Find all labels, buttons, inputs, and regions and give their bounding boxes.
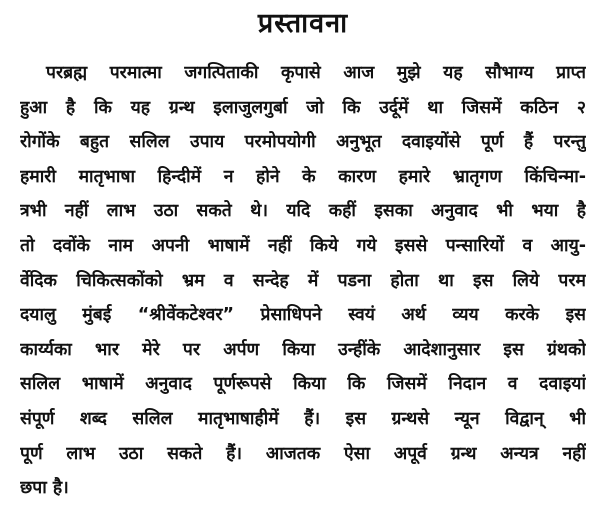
text-line: हमारी मातृभाषा हिन्दीमें न होने के कारण हमारे भ्रातृगण किंचिन्मा- xyxy=(20,166,586,187)
text-line: रोगोंके बहुत सलिल उपाय परमोपयोगी अनुभूत दवाइयोंसे पूर्ण हैं परन्तु xyxy=(20,132,586,153)
text-line: हुआ है कि यह ग्रन्थ इलाजुलगुर्बा जो कि उर्दूमें था जिसमें कठिन २ xyxy=(20,97,586,118)
text-line: तो दवोंके नाम अपनी भाषामें नहीं किये गये इससे पन्सारियों व आयु- xyxy=(20,235,586,256)
text-line: परब्रह्म परमात्मा जगत्पिताकी कृपासे आज मुझे यह सौभाग्य प्राप्त xyxy=(46,63,586,83)
text-line: पूर्ण लाभ उठा सकते हैं। आजतक ऐसा अपूर्व ग्रन्थ अन्यत्र नहीं xyxy=(20,443,586,464)
text-line: दयालु मुंबई “श्रीवेंकटेश्वर” प्रेसाधिपने स्वयं अर्थ व्यय करके इस xyxy=(20,305,586,326)
text-line: संपूर्ण शब्द सलिल मातृभाषाहीमें हैं। इस ग्रन्थसे न्यून विद्वान् भी xyxy=(20,408,586,429)
text-line: कार्य्यका भार मेरे पर अर्पण किया उन्हींके आदेशानुसार इस ग्रंथको xyxy=(20,339,586,360)
page-title: प्रस्तावना xyxy=(257,8,349,39)
text-line: र्वेदिक चिकित्सकोंको भ्रम व सन्देह में पडना होता था इस लिये परम xyxy=(20,270,586,291)
text-line: छपा है। xyxy=(20,478,69,499)
text-line: सलिल भाषामें अनुवाद पूर्णरूपसे किया कि जिसमें निदान व दवाइयां xyxy=(20,374,586,395)
preface-body xyxy=(20,56,586,506)
text-line: त्रभी नहीं लाभ उठा सकते थे। यदि कहीं इसका अनुवाद भी भया है xyxy=(20,201,586,222)
